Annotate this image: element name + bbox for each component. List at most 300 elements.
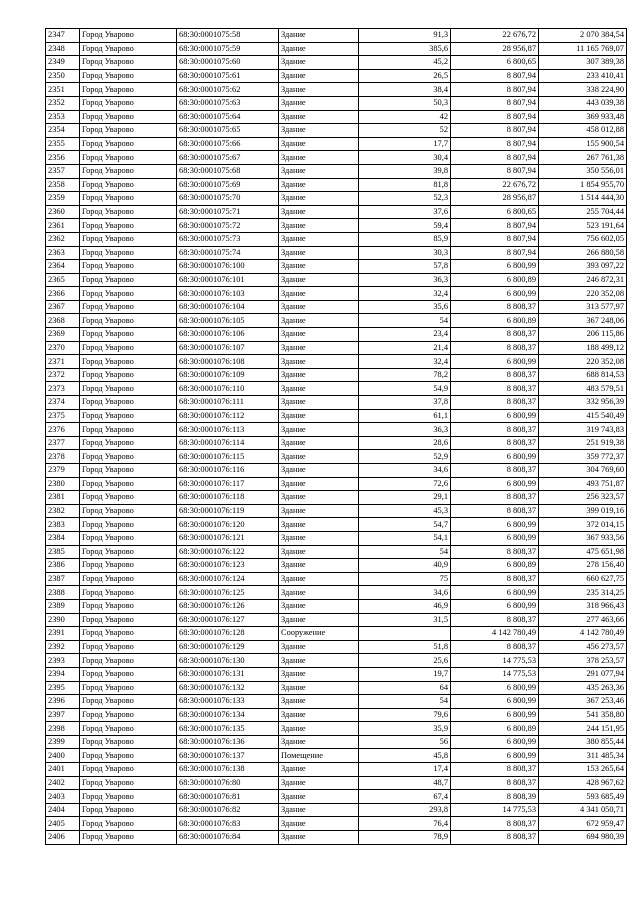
object-type-cell: Здание [279,790,359,804]
price-per-unit-cell: 6 800,99 [451,681,539,695]
locality-cell: Город Уварово [80,246,177,260]
cadastral-value-cell: 246 872,31 [539,273,627,287]
cadastral-value-cell: 266 880,58 [539,246,627,260]
object-type-cell: Здание [279,69,359,83]
object-type-cell: Здание [279,681,359,695]
cadastral-value-cell: 256 323,57 [539,491,627,505]
row-number-cell: 2384 [46,531,80,545]
table-row [46,355,627,369]
object-type-cell: Здание [279,817,359,831]
object-type-cell: Здание [279,260,359,274]
price-per-unit-cell: 8 808,37 [451,341,539,355]
price-per-unit-cell: 6 800,99 [451,531,539,545]
row-number-cell: 2393 [46,654,80,668]
locality-cell: Город Уварово [80,409,177,423]
cadastral-number-cell: 68:30:0001075:72 [177,219,279,233]
table-row [46,572,627,586]
area-cell: 45,2 [359,56,451,70]
area-cell: 29,1 [359,491,451,505]
row-number-cell: 2386 [46,559,80,573]
cadastral-number-cell: 68:30:0001076:118 [177,491,279,505]
table-row [46,545,627,559]
cadastral-value-cell: 435 263,36 [539,681,627,695]
area-cell: 54 [359,545,451,559]
object-type-cell: Здание [279,586,359,600]
locality-cell: Город Уварово [80,368,177,382]
cadastral-number-cell: 68:30:0001076:137 [177,749,279,763]
table-row [46,260,627,274]
price-per-unit-cell: 6 800,99 [451,450,539,464]
row-number-cell: 2394 [46,667,80,681]
area-cell: 19,7 [359,667,451,681]
cadastral-number-cell: 68:30:0001076:110 [177,382,279,396]
price-per-unit-cell: 6 800,89 [451,722,539,736]
locality-cell: Город Уварово [80,722,177,736]
area-cell: 46,9 [359,599,451,613]
row-number-cell: 2367 [46,300,80,314]
locality-cell: Город Уварово [80,232,177,246]
price-per-unit-cell: 8 807,94 [451,219,539,233]
row-number-cell: 2399 [46,735,80,749]
table-row [46,667,627,681]
cadastral-value-cell: 415 540,49 [539,409,627,423]
price-per-unit-cell: 28 956,87 [451,42,539,56]
table-row [46,56,627,70]
cadastral-value-cell: 220 352,08 [539,287,627,301]
row-number-cell: 2365 [46,273,80,287]
object-type-cell: Здание [279,491,359,505]
locality-cell: Город Уварово [80,423,177,437]
area-cell: 293,8 [359,803,451,817]
area-cell: 21,4 [359,341,451,355]
area-cell: 48,7 [359,776,451,790]
locality-cell: Город Уварово [80,110,177,124]
cadastral-number-cell: 68:30:0001075:58 [177,29,279,43]
object-type-cell: Здание [279,803,359,817]
row-number-cell: 2353 [46,110,80,124]
cadastral-value-cell: 251 919,38 [539,436,627,450]
area-cell: 75 [359,572,451,586]
table-row [46,627,627,641]
locality-cell: Город Уварово [80,273,177,287]
price-per-unit-cell: 8 807,94 [451,110,539,124]
area-cell: 36,3 [359,423,451,437]
cadastral-number-cell: 68:30:0001075:74 [177,246,279,260]
cadastral-value-cell: 475 651,98 [539,545,627,559]
row-number-cell: 2374 [46,396,80,410]
locality-cell: Город Уварово [80,396,177,410]
cadastral-value-cell: 155 900,54 [539,137,627,151]
cadastral-number-cell: 68:30:0001076:107 [177,341,279,355]
price-per-unit-cell: 6 800,99 [451,287,539,301]
area-cell: 64 [359,681,451,695]
price-per-unit-cell: 8 808,37 [451,613,539,627]
object-type-cell: Здание [279,110,359,124]
cadastral-value-cell: 399 019,16 [539,504,627,518]
cadastral-value-cell: 367 248,06 [539,314,627,328]
locality-cell: Город Уварово [80,42,177,56]
area-cell: 30,4 [359,151,451,165]
price-per-unit-cell: 8 807,94 [451,164,539,178]
row-number-cell: 2358 [46,178,80,192]
price-per-unit-cell: 8 808,37 [451,436,539,450]
cadastral-number-cell: 68:30:0001076:122 [177,545,279,559]
area-cell: 52,9 [359,450,451,464]
area-cell: 35,9 [359,722,451,736]
cadastral-number-cell: 68:30:0001075:62 [177,83,279,97]
table-row [46,110,627,124]
locality-cell: Город Уварово [80,695,177,709]
table-row [46,586,627,600]
row-number-cell: 2380 [46,477,80,491]
table-row [46,708,627,722]
area-cell: 72,6 [359,477,451,491]
price-per-unit-cell: 8 808,37 [451,368,539,382]
price-per-unit-cell: 6 800,89 [451,559,539,573]
locality-cell: Город Уварово [80,531,177,545]
area-cell: 54,7 [359,518,451,532]
price-per-unit-cell: 8 808,37 [451,396,539,410]
row-number-cell: 2377 [46,436,80,450]
cadastral-number-cell: 68:30:0001076:135 [177,722,279,736]
area-cell: 35,6 [359,300,451,314]
cadastral-number-cell: 68:30:0001076:121 [177,531,279,545]
row-number-cell: 2366 [46,287,80,301]
price-per-unit-cell: 6 800,99 [451,477,539,491]
cadastral-number-cell: 68:30:0001076:103 [177,287,279,301]
object-type-cell: Здание [279,96,359,110]
table-row [46,695,627,709]
cadastral-value-cell: 233 410,41 [539,69,627,83]
object-type-cell: Здание [279,436,359,450]
area-cell: 31,5 [359,613,451,627]
locality-cell: Город Уварово [80,667,177,681]
cadastral-value-cell: 458 012,88 [539,124,627,138]
cadastral-number-cell: 68:30:0001075:67 [177,151,279,165]
locality-cell: Город Уварово [80,178,177,192]
object-type-cell: Здание [279,450,359,464]
locality-cell: Город Уварово [80,151,177,165]
table-row [46,124,627,138]
price-per-unit-cell: 6 800,99 [451,695,539,709]
area-cell: 85,9 [359,232,451,246]
locality-cell: Город Уварово [80,559,177,573]
table-row [46,599,627,613]
cadastral-value-cell: 688 814,53 [539,368,627,382]
area-cell: 54,9 [359,382,451,396]
object-type-cell: Помещение [279,749,359,763]
price-per-unit-cell: 8 808,37 [451,491,539,505]
object-type-cell: Здание [279,314,359,328]
locality-cell: Город Уварово [80,192,177,206]
table-row [46,640,627,654]
cadastral-number-cell: 68:30:0001076:105 [177,314,279,328]
object-type-cell: Здание [279,763,359,777]
table-row [46,423,627,437]
cadastral-number-cell: 68:30:0001075:64 [177,110,279,124]
table-row [46,450,627,464]
row-number-cell: 2398 [46,722,80,736]
area-cell: 67,4 [359,790,451,804]
table-row [46,409,627,423]
row-number-cell: 2405 [46,817,80,831]
object-type-cell: Здание [279,192,359,206]
row-number-cell: 2369 [46,328,80,342]
table-row [46,328,627,342]
cadastral-value-cell: 4 142 780,49 [539,627,627,641]
object-type-cell: Здание [279,409,359,423]
row-number-cell: 2376 [46,423,80,437]
object-type-cell: Здание [279,273,359,287]
row-number-cell: 2387 [46,572,80,586]
cadastral-value-cell: 4 341 050,71 [539,803,627,817]
table-row [46,763,627,777]
row-number-cell: 2381 [46,491,80,505]
cadastral-number-cell: 68:30:0001076:127 [177,613,279,627]
table-row [46,232,627,246]
price-per-unit-cell: 14 775,53 [451,667,539,681]
cadastral-number-cell: 68:30:0001076:111 [177,396,279,410]
row-number-cell: 2390 [46,613,80,627]
price-per-unit-cell: 8 808,37 [451,776,539,790]
cadastral-value-cell: 188 499,12 [539,341,627,355]
object-type-cell: Здание [279,559,359,573]
object-type-cell: Здание [279,246,359,260]
row-number-cell: 2352 [46,96,80,110]
object-type-cell: Здание [279,477,359,491]
locality-cell: Город Уварово [80,640,177,654]
table-row [46,287,627,301]
row-number-cell: 2403 [46,790,80,804]
object-type-cell: Здание [279,178,359,192]
row-number-cell: 2349 [46,56,80,70]
cadastral-value-cell: 220 352,08 [539,355,627,369]
table-row [46,504,627,518]
cadastral-number-cell: 68:30:0001076:81 [177,790,279,804]
row-number-cell: 2373 [46,382,80,396]
cadastral-value-cell: 493 751,87 [539,477,627,491]
row-number-cell: 2350 [46,69,80,83]
object-type-cell: Здание [279,382,359,396]
price-per-unit-cell: 8 807,94 [451,83,539,97]
property-table [45,28,627,845]
locality-cell: Город Уварово [80,29,177,43]
cadastral-value-cell: 428 967,62 [539,776,627,790]
row-number-cell: 2364 [46,260,80,274]
object-type-cell: Здание [279,776,359,790]
area-cell: 50,3 [359,96,451,110]
row-number-cell: 2400 [46,749,80,763]
table-row [46,790,627,804]
object-type-cell: Здание [279,287,359,301]
cadastral-value-cell: 235 314,25 [539,586,627,600]
row-number-cell: 2383 [46,518,80,532]
cadastral-value-cell: 350 556,01 [539,164,627,178]
object-type-cell: Сооружение [279,627,359,641]
price-per-unit-cell: 22 676,72 [451,29,539,43]
locality-cell: Город Уварово [80,518,177,532]
cadastral-value-cell: 313 577,97 [539,300,627,314]
cadastral-value-cell: 267 761,38 [539,151,627,165]
row-number-cell: 2371 [46,355,80,369]
table-row [46,531,627,545]
object-type-cell: Здание [279,151,359,165]
cadastral-value-cell: 378 253,57 [539,654,627,668]
table-row [46,722,627,736]
cadastral-value-cell: 319 743,83 [539,423,627,437]
table-row [46,192,627,206]
locality-cell: Город Уварово [80,749,177,763]
cadastral-number-cell: 68:30:0001076:128 [177,627,279,641]
table-row [46,831,627,845]
cadastral-value-cell: 372 014,15 [539,518,627,532]
price-per-unit-cell: 22 676,72 [451,178,539,192]
object-type-cell: Здание [279,355,359,369]
table-row [46,382,627,396]
object-type-cell: Здание [279,695,359,709]
object-type-cell: Здание [279,464,359,478]
cadastral-value-cell: 1 514 444,30 [539,192,627,206]
area-cell: 32,4 [359,287,451,301]
locality-cell: Город Уварово [80,382,177,396]
area-cell: 56 [359,735,451,749]
object-type-cell: Здание [279,545,359,559]
price-per-unit-cell: 6 800,99 [451,749,539,763]
locality-cell: Город Уварово [80,708,177,722]
price-per-unit-cell: 8 808,37 [451,545,539,559]
object-type-cell: Здание [279,300,359,314]
cadastral-number-cell: 68:30:0001076:80 [177,776,279,790]
row-number-cell: 2402 [46,776,80,790]
cadastral-value-cell: 367 933,56 [539,531,627,545]
price-per-unit-cell: 6 800,99 [451,708,539,722]
row-number-cell: 2354 [46,124,80,138]
object-type-cell: Здание [279,42,359,56]
cadastral-number-cell: 68:30:0001076:136 [177,735,279,749]
table-row [46,178,627,192]
row-number-cell: 2391 [46,627,80,641]
table-row [46,735,627,749]
table-row [46,29,627,43]
cadastral-value-cell: 206 115,86 [539,328,627,342]
object-type-cell: Здание [279,599,359,613]
price-per-unit-cell: 8 808,37 [451,464,539,478]
row-number-cell: 2404 [46,803,80,817]
price-per-unit-cell: 8 807,94 [451,124,539,138]
locality-cell: Город Уварово [80,205,177,219]
object-type-cell: Здание [279,531,359,545]
row-number-cell: 2359 [46,192,80,206]
object-type-cell: Здание [279,137,359,151]
row-number-cell: 2370 [46,341,80,355]
price-per-unit-cell: 8 807,94 [451,96,539,110]
row-number-cell: 2388 [46,586,80,600]
table-row [46,314,627,328]
table-row [46,83,627,97]
locality-cell: Город Уварово [80,137,177,151]
locality-cell: Город Уварово [80,491,177,505]
locality-cell: Город Уварово [80,83,177,97]
table-row [46,776,627,790]
cadastral-number-cell: 68:30:0001075:68 [177,164,279,178]
area-cell: 91,3 [359,29,451,43]
cadastral-number-cell: 68:30:0001075:66 [177,137,279,151]
cadastral-number-cell: 68:30:0001075:60 [177,56,279,70]
locality-cell: Город Уварово [80,341,177,355]
cadastral-value-cell: 359 772,37 [539,450,627,464]
area-cell: 76,4 [359,817,451,831]
locality-cell: Город Уварово [80,735,177,749]
price-per-unit-cell: 6 800,89 [451,273,539,287]
cadastral-number-cell: 68:30:0001075:59 [177,42,279,56]
object-type-cell: Здание [279,83,359,97]
cadastral-number-cell: 68:30:0001076:83 [177,817,279,831]
locality-cell: Город Уварово [80,613,177,627]
locality-cell: Город Уварово [80,69,177,83]
cadastral-number-cell: 68:30:0001076:104 [177,300,279,314]
cadastral-value-cell: 393 097,22 [539,260,627,274]
cadastral-number-cell: 68:30:0001076:124 [177,572,279,586]
row-number-cell: 2406 [46,831,80,845]
locality-cell: Город Уварово [80,124,177,138]
cadastral-number-cell: 68:30:0001076:129 [177,640,279,654]
price-per-unit-cell: 28 956,87 [451,192,539,206]
row-number-cell: 2357 [46,164,80,178]
cadastral-number-cell: 68:30:0001076:119 [177,504,279,518]
cadastral-number-cell: 68:30:0001076:132 [177,681,279,695]
area-cell: 52,3 [359,192,451,206]
locality-cell: Город Уварово [80,504,177,518]
area-cell: 57,8 [359,260,451,274]
price-per-unit-cell: 4 142 780,49 [451,627,539,641]
cadastral-number-cell: 68:30:0001076:113 [177,423,279,437]
area-cell: 54 [359,695,451,709]
cadastral-value-cell: 338 224,90 [539,83,627,97]
cadastral-number-cell: 68:30:0001076:108 [177,355,279,369]
locality-cell: Город Уварово [80,450,177,464]
area-cell: 61,1 [359,409,451,423]
table-row [46,273,627,287]
object-type-cell: Здание [279,232,359,246]
row-number-cell: 2392 [46,640,80,654]
table-row [46,436,627,450]
cadastral-number-cell: 68:30:0001075:65 [177,124,279,138]
row-number-cell: 2397 [46,708,80,722]
cadastral-value-cell: 2 070 384,54 [539,29,627,43]
area-cell: 23,4 [359,328,451,342]
locality-cell: Город Уварово [80,355,177,369]
object-type-cell: Здание [279,613,359,627]
table-row [46,137,627,151]
area-cell: 28,6 [359,436,451,450]
cadastral-value-cell: 244 151,95 [539,722,627,736]
cadastral-number-cell: 68:30:0001076:101 [177,273,279,287]
area-cell [359,627,451,641]
area-cell: 25,6 [359,654,451,668]
cadastral-number-cell: 68:30:0001076:82 [177,803,279,817]
area-cell: 37,8 [359,396,451,410]
cadastral-value-cell: 332 956,39 [539,396,627,410]
area-cell: 37,6 [359,205,451,219]
cadastral-number-cell: 68:30:0001075:61 [177,69,279,83]
price-per-unit-cell: 6 800,99 [451,735,539,749]
row-number-cell: 2356 [46,151,80,165]
area-cell: 52 [359,124,451,138]
cadastral-value-cell: 523 191,64 [539,219,627,233]
area-cell: 34,6 [359,464,451,478]
price-per-unit-cell: 8 807,94 [451,232,539,246]
row-number-cell: 2375 [46,409,80,423]
